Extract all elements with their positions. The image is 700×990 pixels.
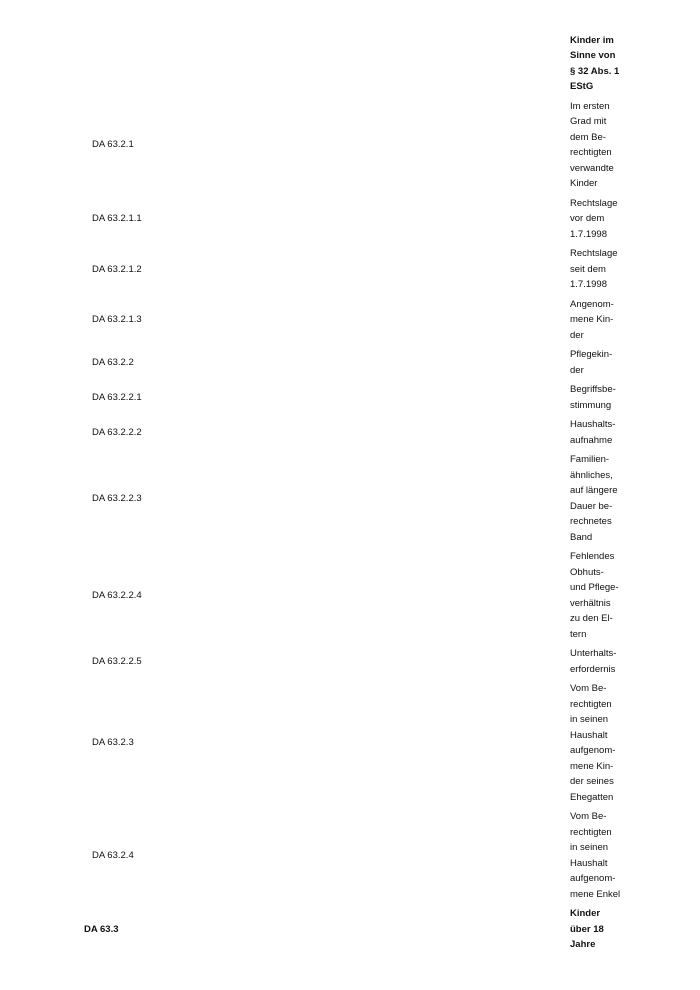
entry-title xyxy=(570,417,630,448)
entry-title-line: in seinen xyxy=(570,842,609,853)
entry-title-line: 1.7.1998 xyxy=(570,279,607,290)
entry-title-line: rechtigten xyxy=(570,147,612,158)
entry-title-line: Im ersten xyxy=(570,100,610,112)
entry-title-line: stimmung xyxy=(570,399,612,411)
entry-title-line: tern xyxy=(570,628,587,640)
entry-title-line: Haushalt xyxy=(570,857,608,869)
entry-title-line: Rechtslage xyxy=(570,248,618,259)
entry-title-line: rechtigten xyxy=(570,698,612,710)
entry-title-line: dem Be- xyxy=(570,131,606,143)
entry-title xyxy=(570,33,630,95)
entry-title-line: mene Kin- xyxy=(570,314,614,325)
entry-title-line: Kinder im xyxy=(570,34,614,46)
entry-code: DA 63.2.1.3 xyxy=(92,314,142,325)
entry-title xyxy=(570,681,630,805)
entry-code: DA 63.2.1 xyxy=(92,139,134,151)
entry-title-line: Pflegekin- xyxy=(570,349,613,360)
entry-title xyxy=(570,809,630,902)
entry-title-line: Begriffsbe- xyxy=(570,384,616,395)
entry-title-line: 1.7.1998 xyxy=(570,228,607,240)
entry-title-line: rechtigten xyxy=(570,826,612,838)
entry-title-line: über 18 xyxy=(570,923,604,935)
entry-title-line: aufgenom- xyxy=(570,745,616,756)
entry-title xyxy=(570,196,630,243)
entry-title-line: in seinen xyxy=(570,714,609,725)
entry-code: DA 63.2.2.4 xyxy=(92,589,142,601)
entry-title-line: erfordernis xyxy=(570,663,616,675)
entry-title-line: Band xyxy=(570,531,593,543)
entry-title-line: verwandte xyxy=(570,162,614,174)
entry-title-line: Unterhalts- xyxy=(570,648,617,659)
entry-title-line: Grad mit xyxy=(570,116,607,127)
entry-title xyxy=(570,646,630,677)
entry-title xyxy=(570,906,630,953)
entry-title-line: Vom Be- xyxy=(570,811,607,822)
entry-title xyxy=(570,246,630,293)
entry-code: DA 63.2.3 xyxy=(92,737,134,749)
entry-title-line: auf längere xyxy=(570,485,618,496)
entry-title xyxy=(570,382,630,413)
entry-title-line: Fehlendes xyxy=(570,551,615,562)
entry-title-line: aufnahme xyxy=(570,434,613,446)
entry-title-line: der xyxy=(570,329,584,341)
entry-title-line: Kinder xyxy=(570,908,601,919)
entry-title-line: Kinder xyxy=(570,178,598,189)
entry-title-line: aufgenom- xyxy=(570,873,616,884)
entry-code: DA 63.2.4 xyxy=(92,849,134,861)
entry-title xyxy=(570,347,630,378)
entry-title-line: seit dem xyxy=(570,263,606,275)
entry-title-line: Dauer be- xyxy=(570,500,613,512)
entry-title-line: Familien- xyxy=(570,454,610,465)
entry-title-line: und Pflege- xyxy=(570,582,619,593)
entry-title-line: Vom Be- xyxy=(570,683,607,694)
entry-title-line: ähnliches, xyxy=(570,469,613,481)
entry-title-line: vor dem xyxy=(570,213,605,224)
entry-title-line: Jahre xyxy=(570,939,596,950)
entry-title-line: mene Enkel xyxy=(570,888,621,900)
entry-code: DA 63.2.2 xyxy=(92,356,134,368)
entry-title-line: mene Kin- xyxy=(570,760,614,772)
entry-title-line: verhältnis xyxy=(570,597,611,609)
entry-code: DA 63.2.2.2 xyxy=(92,426,142,438)
entry-title-line: Obhuts- xyxy=(570,566,604,578)
entry-code: DA 63.2.2.5 xyxy=(92,655,142,667)
entry-code: DA 63.3 xyxy=(84,923,119,935)
entry-title-line: § 32 Abs. 1 xyxy=(570,65,620,77)
entry-code: DA 63.2.2.1 xyxy=(92,391,142,403)
entry-title-line: Haushalt xyxy=(570,729,608,741)
entry-title-line: Haushalts- xyxy=(570,419,616,430)
entry-title-line: der xyxy=(570,364,584,376)
entry-title xyxy=(570,452,630,545)
entry-title-line: Sinne von xyxy=(570,50,616,61)
entry-title-line: rechnetes xyxy=(570,516,612,527)
entry-title xyxy=(570,549,630,642)
entry-title-line: Rechtslage xyxy=(570,197,618,209)
entry-title-line: zu den El- xyxy=(570,613,613,624)
entry-title-line: der seines xyxy=(570,776,614,787)
entry-code: DA 63.2.2.3 xyxy=(92,492,142,504)
entry-title-line: Ehegatten xyxy=(570,791,614,803)
entry-title-line: Angenom- xyxy=(570,298,614,310)
entry-title-line: EStG xyxy=(570,81,594,92)
entry-code: DA 63.2.1.1 xyxy=(92,213,142,224)
entry-title xyxy=(570,297,630,344)
entry-title xyxy=(570,99,630,192)
entry-code: DA 63.2.1.2 xyxy=(92,263,142,275)
